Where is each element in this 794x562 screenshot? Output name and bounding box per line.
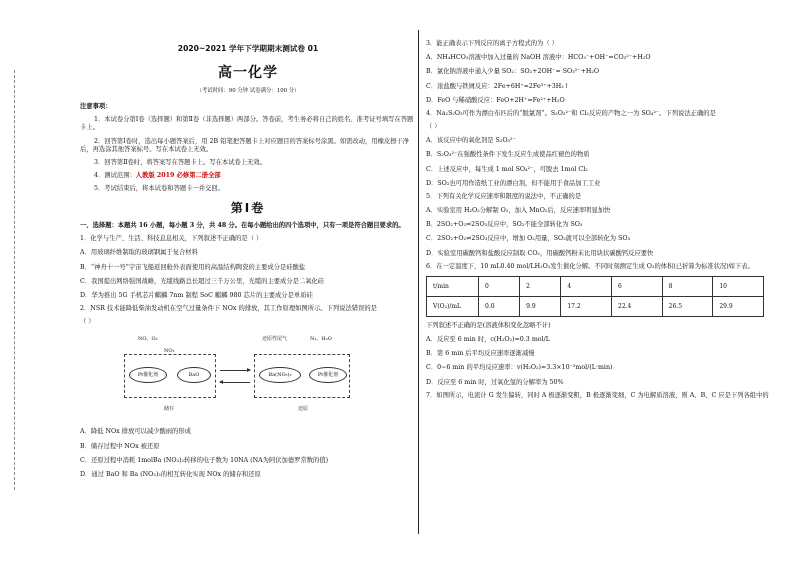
question-2-option-b: B．储存过程中 NOx 被还原 — [80, 442, 160, 450]
exam-title: 2020~2021 学年下学期期末测试卷 01 — [177, 44, 319, 53]
question-4-option-b: B．S₂O₃²⁻在强酸性条件下发生反应生成使品红褪色的物质 — [426, 151, 590, 159]
pt-catalyst-right: Pt催化剂 — [309, 367, 347, 383]
arrow-to-storage — [220, 382, 250, 383]
notice-item-4 — [80, 172, 416, 180]
question-3-option-a: A．NH₄HCO₃溶液中加入过量的 NaOH 溶液中：HCO₃⁻+OH⁻=CO₃²⁻+H₂O — [426, 54, 651, 62]
question-5-option-c: C．2SO₂+O₂⇌2SO₃反应中，增加 O₂用量，SO₂就可以全部转化为 SO₃ — [426, 235, 631, 243]
part-title: 第Ⅰ卷 — [230, 201, 266, 216]
scope-label: 4．测试范围： — [94, 172, 136, 180]
label-storage: 储存 — [164, 406, 175, 413]
table-cell: 4 — [561, 276, 612, 296]
question-3-option-b: B．氯化钠溶液中通入少量 SO₂：SO₂+2OH⁻= SO₃²⁻+H₂O — [426, 68, 600, 76]
notice-heading: 注意事项： — [80, 103, 112, 111]
table-row — [427, 276, 764, 296]
table-cell: 17.2 — [561, 296, 612, 316]
question-3-option-c: C．浓盐酸与铁屑反应：2Fe+6H⁺=2Fe³⁺+3H₂↑ — [426, 82, 570, 90]
table-cell: 22.4 — [612, 296, 663, 316]
right-column — [426, 38, 771, 400]
table-row — [427, 296, 764, 316]
question-2-option-d: D．通过 BaO 和 Ba (NO₃)₂的相互转化实现 NOx 的储存和还原 — [80, 470, 261, 478]
binding-gutter — [0, 0, 30, 562]
question-4-option-c: C．上述反应中，每生成 1 mol SO₄²⁻，可脱去 1mol Cl₂ — [426, 165, 588, 173]
table-cell: 29.9 — [713, 296, 764, 316]
question-4-paren: （ ） — [426, 123, 441, 131]
question-6-stem: 6．在一定温度下，10 mL0.40 mol/LH₂O₂发生催化分解。不同时刻测定生成 O₂的体积(已折算为标准状况)如下表。 — [426, 262, 754, 270]
question-2-option-c: C．还原过程中消耗 1molBa (NO₃)₂转移的电子数为 10NA (NA为阿伏加德罗常数的值) — [80, 456, 329, 464]
question-1-option-d: D．华为推出 5G 手机芯片麒麟 7nm 制程 SoC 麒麟 980 芯片的主要成分是单质硅 — [80, 291, 313, 299]
storage-box — [124, 354, 216, 398]
exam-info: （考试时间：90 分钟 试卷满分：100 分） — [196, 88, 300, 95]
question-1-option-c: C．我国提出网络强国战略，光缆线路总长超过三千万公里，光缆的主要成分是二氧化硅 — [80, 277, 325, 285]
question-2-paren: （ ） — [80, 318, 95, 326]
question-4-option-a: A．该反应中的氧化剂是 S₂O₃²⁻ — [426, 137, 516, 145]
arrow-to-reduction — [220, 370, 250, 371]
question-7-stem: 7．如图所示，电流计 G 发生偏转，同时 A 极逐渐变粗，B 极逐渐变细，C 为电解质溶液，则 A、B、C 应是下列各组中的 — [426, 391, 769, 399]
subject-title: 高一化学 — [218, 64, 278, 81]
question-1-option-a: A．用玻璃纤维制取的玻璃钢属于复合材料 — [80, 249, 198, 257]
table-cell: 2 — [520, 276, 561, 296]
question-2-option-a: A．降低 NOx 排放可以减少酸雨的形成 — [80, 428, 191, 436]
ba-no3-oval: Ba(NO₃)₂ — [259, 367, 301, 383]
question-5-stem: 5．下列有关化学反应速率和限度的说法中，不正确的是 — [426, 192, 582, 200]
notice-item-3: 3．回答第Ⅱ卷时，将答案写在答题卡上。写在本试卷上无效。 — [94, 158, 267, 166]
label-reducing-gas: 还原性尾气 — [262, 336, 288, 343]
label-reduction: 还原 — [298, 406, 309, 413]
table-cell: 8 — [662, 276, 713, 296]
question-1-stem: 1．化学与生产、生活、科技息息相关，下列叙述不正确的是（ ） — [80, 235, 263, 243]
question-6-note: 下列叙述不正确的是(溶液体积变化忽略不计) — [426, 321, 551, 329]
label-n2-h2o: N₂、H₂O — [310, 336, 332, 343]
question-3-stem: 3．能正确表示下列反应的离子方程式的为（ ） — [426, 40, 558, 47]
table-cell: 6 — [612, 276, 663, 296]
pt-catalyst-left: Pt催化剂 — [129, 367, 167, 383]
label-no-o2: NO、O₂ — [138, 336, 158, 343]
oxygen-volume-table — [426, 276, 764, 317]
question-6-option-c: C．0~6 min 的平均反应速率：v(H₂O₂)≈3.3×10⁻²mol/(L·min) — [426, 364, 613, 372]
question-1-option-b: B．“神舟十一号”宇宙飞船返回舱外表面使用的高温结构陶瓷的主要成分是硅酸盐 — [80, 263, 306, 271]
label-no2: NO₂ — [164, 348, 175, 355]
question-2-stem: 2．NSR 技术能降低柴油发动机在空气过量条件下 NOx 的排放，其工作原理如图所示。下列说法错误的是 — [80, 305, 377, 313]
column-divider — [418, 30, 419, 534]
question-5-option-b: B．2SO₂+O₂⇌2SO₃反应中，SO₂不能全部转化为 SO₃ — [426, 221, 583, 229]
question-6-option-d: D．反应至 6 min 时，过氧化氢的分解率为 50% — [426, 378, 564, 386]
table-cell: 0.0 — [479, 296, 520, 316]
binding-line — [14, 70, 15, 490]
table-cell: 9.9 — [520, 296, 561, 316]
section-instruction: 一、选择题：本题共 16 小题，每小题 3 分，共 48 分。在每小题给出的四个选项中，只有一项是符合题目要求的。 — [80, 222, 405, 230]
table-header-cell: t/min — [427, 276, 479, 296]
reduction-box — [254, 354, 350, 398]
left-column — [80, 38, 416, 479]
question-5-option-d: D．实验室用碳酸钙和盐酸反应制取 CO₂，用碳酸钙粉末比用块状碳酸钙反应要快 — [426, 249, 654, 257]
bao-oval: BaO — [177, 367, 211, 383]
notice-item-5: 5．考试结束后，将本试卷和答题卡一并交回。 — [94, 185, 224, 193]
table-cell: 0 — [479, 276, 520, 296]
notice-item-1: 1．本试卷分第Ⅰ卷（选择题）和第Ⅱ卷（非选择题）两部分。答卷前，考生务必将自己的姓名、准考证号填写在答题卡上。 — [80, 116, 414, 132]
table-cell: 10 — [713, 276, 764, 296]
question-6-option-b: B．第 6 min 后平均反应速率逐渐减慢 — [426, 350, 535, 358]
scope-highlight: 人教版 2019 必修第二册全部 — [135, 172, 221, 180]
nsr-diagram — [104, 330, 404, 422]
question-6-option-a: A．反应至 6 min 时，c(H₂O₂)=0.3 mol/L — [426, 336, 550, 344]
question-4-stem: 4．Na₂S₂O₃可作为漂白布匹后的“脱氯剂”。S₂O₃²⁻和 Cl₂反应的产物之一为 SO₄²⁻。下列说法正确的是 — [426, 109, 716, 117]
table-cell: 26.5 — [662, 296, 713, 316]
question-3-option-d: D．FeO 与稀硝酸反应：FeO+2H⁺=Fe²⁺+H₂O — [426, 96, 565, 104]
question-5-option-a: A．实验室用 H₂O₂分解制 O₂，加入 MnO₂后，反应速率明显加快 — [426, 207, 611, 215]
question-4-option-d: D．SO₂也可用作造纸工业的漂白剂，但不能用于食品加工工业 — [426, 179, 601, 187]
table-header-cell: V(O₂)/mL — [427, 296, 479, 316]
notice-item-2: 2．回答第Ⅰ卷时，选出每小题答案后，用 2B 铅笔把答题卡上对应题目的答案标号涂黑。如需改动，用橡皮擦干净后，再选涂其他答案标号。写在本试卷上无效。 — [80, 137, 410, 153]
